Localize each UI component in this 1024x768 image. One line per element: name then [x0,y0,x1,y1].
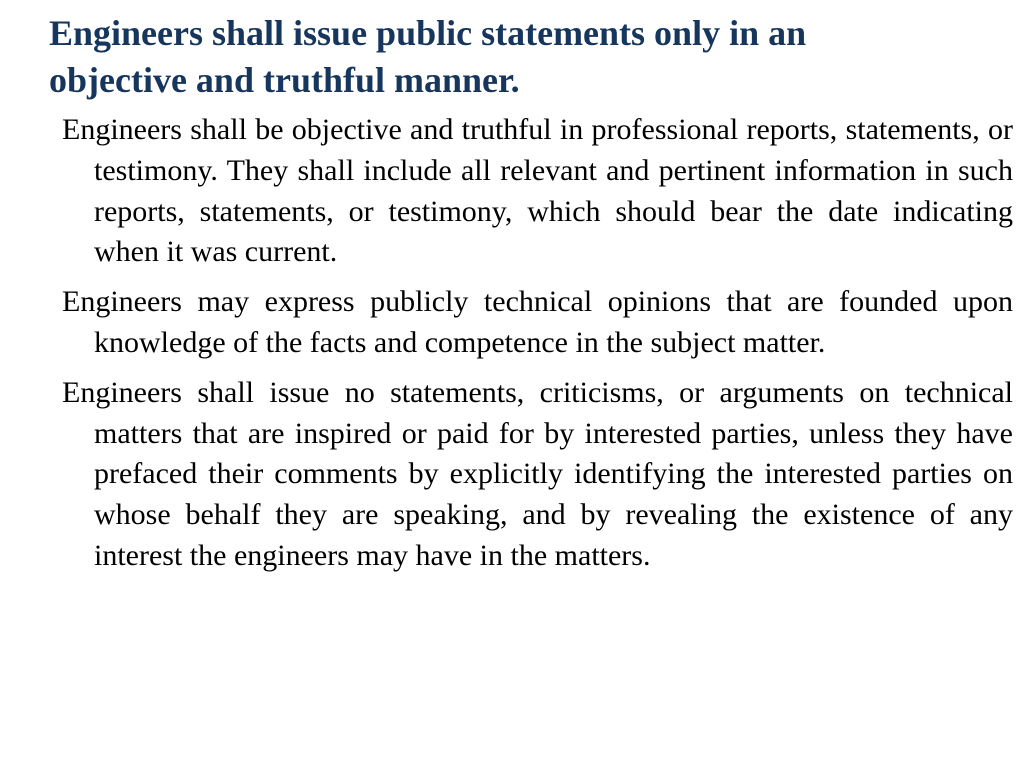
body-paragraph-technical-opinions: Engineers may express publicly technical opinions that are founded upon knowledge of the facts and competence in the subject matter. [62,285,1013,359]
body-paragraph-objective-truthful: Engineers shall be objective and truthful in professional reports, statements, or testimony. They shall include all relevant and pertinent information in such reports, statements, or testimony, which should bear the date indicating when it was current. [62,113,1013,269]
slide-title: Engineers shall issue public statements only in an objective and truthful manner. [49,13,807,100]
slide-body [62,110,1013,586]
body-paragraph-interested-parties: Engineers shall issue no statements, criticisms, or arguments on technical matters that are inspired or paid for by interested parties, unless they have prefaced their comments by explicitly identifying the interested parties on whose behalf they are speaking, and by revealing the existence of any interest the engineers may have in the matters. [62,375,1013,572]
